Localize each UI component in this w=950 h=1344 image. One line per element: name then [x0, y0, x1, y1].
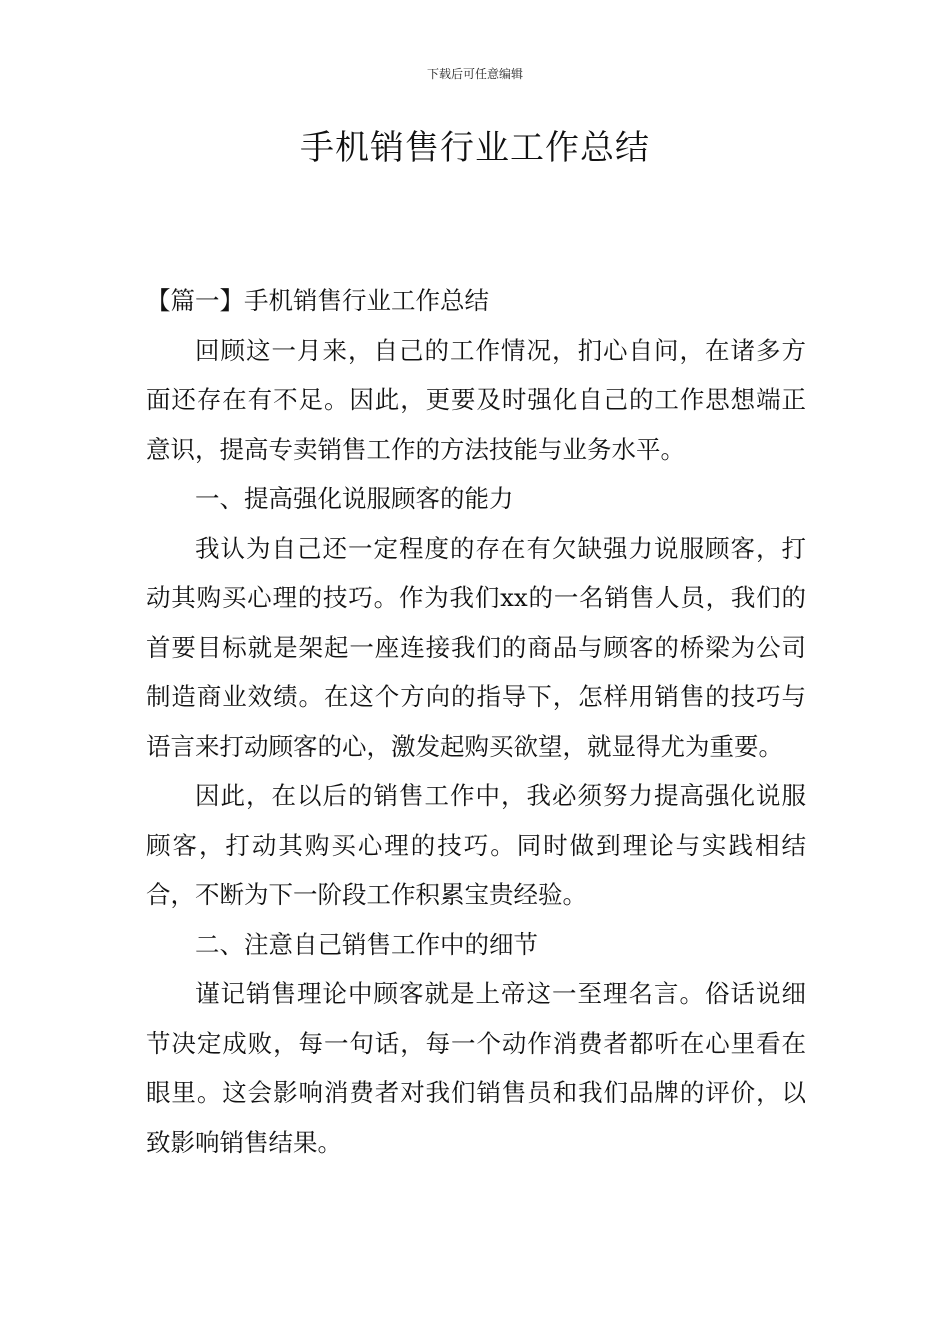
header-note: 下载后可任意编辑 — [426, 67, 523, 81]
section-heading: 【篇一】手机销售行业工作总结 — [146, 286, 489, 315]
paragraph-details: 谨记销售理论中顾客就是上帝这一至理名言。俗话说细节决定成败，每一句话，每一个动作消费者都听在心里看在眼里。这会影响消费者对我们销售员和我们品牌的评价，以致影响销售结果。 — [146, 979, 806, 1157]
paragraph-intro: 回顾这一月来，自己的工作情况，扪心自问，在诸多方面还存在有不足。因此，更要及时强化自己的工作思想端正意识，提高专卖销售工作的方法技能与业务水平。 — [146, 335, 806, 464]
paragraph-improvement: 因此，在以后的销售工作中，我必须努力提高强化说服顾客，打动其购买心理的技巧。同时做到理论与实践相结合，不断为下一阶段工作积累宝贵经验。 — [146, 781, 806, 909]
document-body — [146, 276, 806, 1167]
subheading-details: 二、注意自己销售工作中的细节 — [195, 929, 538, 959]
paragraph-persuasion: 我认为自己还一定程度的存在有欠缺强力说服顾客，打动其购买心理的技巧。作为我们xx的一名销售人员，我们的首要目标就是架起一座连接我们的商品与顾客的桥梁为公司制造商业效绩。在这个方向的指导下，怎样用销售的技巧与语言来打动顾客的心，激发起购买欲望，就显得尤为重要。 — [146, 533, 806, 761]
document-title: 手机销售行业工作总结 — [300, 128, 650, 168]
subheading-persuasion: 一、提高强化说服顾客的能力 — [195, 484, 514, 513]
